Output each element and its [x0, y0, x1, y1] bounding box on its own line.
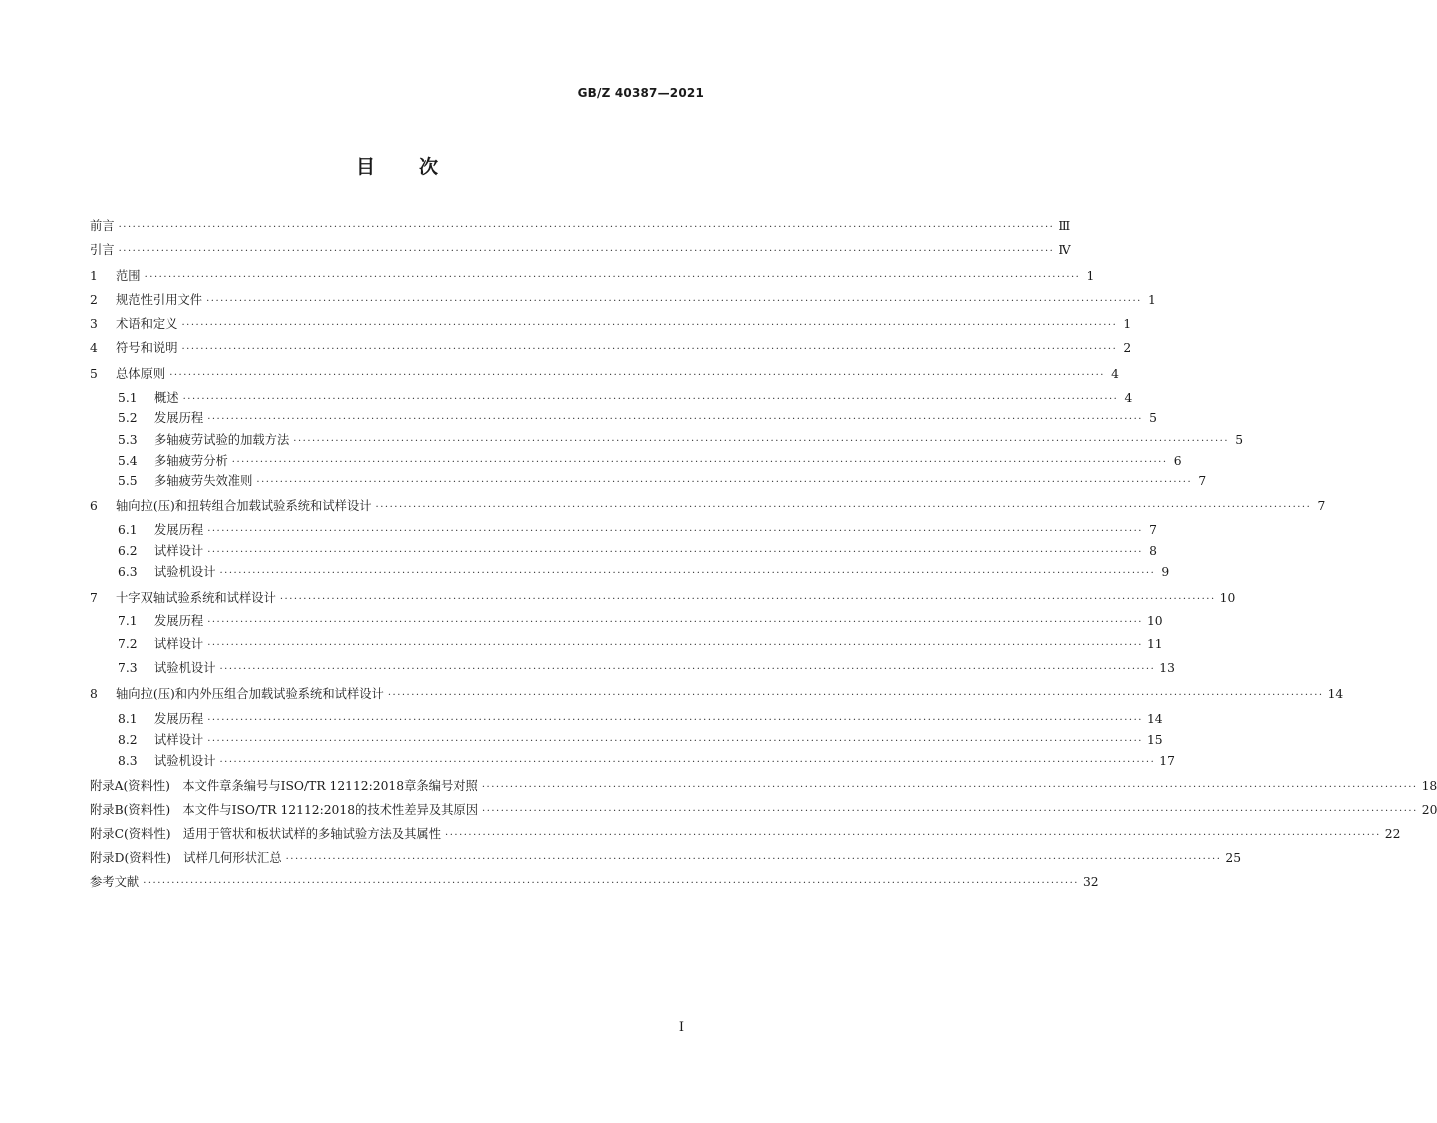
toc-entry-page: 4 [1124, 391, 1133, 405]
toc-entry-page: 1 [1086, 269, 1095, 283]
toc-subentry[interactable] [118, 634, 1163, 654]
toc-entry-label: 引言 [90, 243, 115, 257]
toc-entry-number: 2 [90, 293, 98, 307]
toc-entry-label: 符号和说明 [116, 341, 178, 355]
toc-leader-dots: ········································································································································································································ [143, 878, 1079, 889]
toc-leader-dots: ········································································································································································································ [181, 344, 1118, 355]
toc-leader-dots: ········································································································································································································ [207, 414, 1143, 425]
toc-entry-label: 发展历程 [154, 712, 204, 726]
toc-leader-dots: ········································································································································································································ [219, 757, 1156, 768]
toc-entry-number: 5.3 [118, 433, 138, 447]
toc-entry[interactable] [90, 364, 1119, 384]
toc-entry-number: 8.2 [118, 733, 138, 747]
toc-entry[interactable] [90, 496, 1326, 516]
toc-entry-number: 8.1 [118, 712, 138, 726]
toc-entry-page: 10 [1146, 614, 1163, 628]
toc-leader-dots: ········································································································································································································ [118, 222, 1055, 233]
toc-entry-number: 7 [90, 591, 98, 605]
toc-leader-dots: ········································································································································································································ [293, 436, 1230, 447]
toc-entry-label: 附录A(资料性) 本文件章条编号与ISO/TR 12112:2018章条编号对照 [90, 779, 478, 793]
toc-entry-page: 25 [1225, 851, 1242, 865]
toc-entry-label: 试样设计 [154, 733, 204, 747]
toc-entry-label: 试样设计 [154, 544, 204, 558]
toc-leader-dots: ········································································································································································································ [481, 782, 1418, 793]
toc-entry-page: 14 [1327, 687, 1344, 701]
toc-subentry[interactable] [118, 541, 1157, 561]
toc-entry[interactable] [90, 588, 1236, 608]
toc-leader-dots: ········································································································································································································ [207, 715, 1143, 726]
toc-subentry[interactable] [118, 471, 1207, 491]
toc-leader-dots: ········································································································································································································ [387, 690, 1324, 701]
toc-entry-label: 参考文献 [90, 875, 140, 889]
toc-entry[interactable] [90, 266, 1095, 286]
toc-leader-dots: ········································································································································································································ [169, 370, 1105, 381]
toc-entry-label: 术语和定义 [116, 317, 178, 331]
toc-leader-dots: ········································································································································································································ [144, 272, 1081, 283]
toc-entry-label: 发展历程 [154, 614, 204, 628]
toc-subentry[interactable] [118, 611, 1163, 631]
toc-leader-dots: ········································································································································································································ [181, 320, 1118, 331]
toc-entry-page: Ⅲ [1058, 219, 1071, 233]
toc-entry-page: 7 [1149, 523, 1157, 537]
toc-entry-label: 范围 [116, 269, 141, 283]
toc-entry-label: 概述 [154, 391, 179, 405]
toc-entry-label: 十字双轴试验系统和试样设计 [116, 591, 276, 605]
toc-entry-number: 6.3 [118, 565, 138, 579]
toc-entry-label: 发展历程 [154, 411, 204, 425]
toc-entry-page: 7 [1317, 499, 1326, 513]
toc-entry-page: 1 [1148, 293, 1156, 307]
toc-entry-page: 17 [1159, 754, 1175, 768]
toc-entry-label: 附录B(资料性) 本文件与ISO/TR 12112:2018的技术性差异及其原因 [90, 803, 479, 817]
toc-leader-dots: ········································································································································································································ [182, 394, 1119, 405]
toc-entry-number: 6 [90, 499, 98, 513]
toc-entry-number: 1 [90, 269, 98, 283]
toc-leader-dots: ········································································································································································································ [285, 854, 1222, 865]
toc-subentry[interactable] [118, 658, 1175, 678]
toc-entry[interactable] [90, 216, 1071, 236]
toc-entry-label: 试验机设计 [154, 565, 216, 579]
toc-entry-number: 7.1 [118, 614, 138, 628]
toc-entry-number: 5 [90, 367, 98, 381]
toc-leader-dots: ········································································································································································································ [207, 547, 1143, 558]
toc-entry-label: 试验机设计 [154, 754, 216, 768]
toc-leader-dots: ········································································································································································································ [256, 477, 1193, 488]
toc-leader-dots: ········································································································································································································ [279, 594, 1216, 605]
toc-entry-page: 7 [1198, 474, 1207, 488]
toc-leader-dots: ········································································································································································································ [206, 296, 1142, 307]
standard-code: GB/Z 40387—2021 [577, 86, 704, 100]
toc-subentry[interactable] [118, 709, 1163, 729]
toc-entry-number: 5.2 [118, 411, 138, 425]
toc-entry-number: 6.2 [118, 544, 138, 558]
toc-subentry[interactable] [118, 751, 1175, 771]
toc-entry-number: 4 [90, 341, 98, 355]
toc-leader-dots: ········································································································································································································ [482, 806, 1418, 817]
toc-entry-number: 7.3 [118, 661, 138, 675]
toc-entry[interactable] [90, 290, 1156, 310]
toc-entry[interactable] [90, 338, 1132, 358]
toc-entry[interactable] [90, 240, 1071, 260]
toc-entry-page: Ⅳ [1058, 243, 1071, 257]
toc-entry-number: 8.3 [118, 754, 138, 768]
page-number: I [678, 1020, 684, 1035]
toc-entry-page: 18 [1421, 779, 1437, 793]
toc-entry-page: 9 [1161, 565, 1170, 579]
toc-entry-number: 5.5 [118, 474, 138, 488]
toc-entry-page: 14 [1146, 712, 1163, 726]
toc-entry-number: 5.4 [118, 454, 138, 468]
toc-entry-label: 多轴疲劳试验的加载方法 [154, 433, 290, 447]
toc-entry-label: 多轴疲劳失效准则 [154, 474, 253, 488]
toc-title-char-1: 目 [355, 156, 375, 178]
toc-entry-label: 多轴疲劳分析 [154, 454, 228, 468]
toc-entry-label: 规范性引用文件 [116, 293, 203, 307]
toc-entry-page: 1 [1123, 317, 1132, 331]
toc-leader-dots: ········································································································································································································ [375, 502, 1312, 513]
toc-entry-page: 4 [1111, 367, 1119, 381]
toc-entry-label: 附录D(资料性) 试样几何形状汇总 [90, 851, 282, 865]
toc-subentry[interactable] [118, 730, 1163, 750]
toc-subentry[interactable] [118, 430, 1244, 450]
toc-entry-page: 10 [1219, 591, 1236, 605]
toc-entry-label: 发展历程 [154, 523, 204, 537]
toc-title-char-2: 次 [419, 156, 439, 178]
toc-leader-dots: ········································································································································································································ [207, 617, 1143, 628]
toc-entry-page: 32 [1082, 875, 1099, 889]
toc-entry[interactable] [90, 848, 1242, 868]
toc-entry-label: 轴向拉(压)和内外压组合加载试验系统和试样设计 [116, 687, 384, 701]
toc-entry[interactable] [90, 872, 1099, 892]
toc-entry-number: 7.2 [118, 637, 138, 651]
toc-entry[interactable] [90, 776, 1437, 796]
toc-entry-number: 6.1 [118, 523, 138, 537]
toc-entry-page: 13 [1159, 661, 1175, 675]
toc-entry-label: 前言 [90, 219, 115, 233]
toc-entry[interactable] [90, 314, 1132, 334]
toc-entry-page: 2 [1123, 341, 1132, 355]
toc-entry-page: 15 [1146, 733, 1163, 747]
toc-entry-page: 8 [1149, 544, 1157, 558]
toc-entry-number: 3 [90, 317, 98, 331]
toc-entry-page: 6 [1173, 454, 1182, 468]
toc-entry-page: 20 [1421, 803, 1437, 817]
toc-entry-number: 5.1 [118, 391, 138, 405]
toc-leader-dots: ········································································································································································································ [219, 664, 1156, 675]
toc-entry[interactable] [90, 824, 1401, 844]
toc-entry-number: 8 [90, 687, 98, 701]
toc-entry-label: 试验机设计 [154, 661, 216, 675]
toc-title [0, 152, 794, 179]
toc-entry-page: 11 [1146, 637, 1163, 651]
toc-leader-dots: ········································································································································································································ [207, 640, 1143, 651]
toc-entry-label: 轴向拉(压)和扭转组合加载试验系统和试样设计 [116, 499, 372, 513]
toc-leader-dots: ········································································································································································································ [219, 568, 1156, 579]
toc-entry-label: 试样设计 [154, 637, 204, 651]
toc-subentry[interactable] [118, 520, 1157, 540]
toc-leader-dots: ········································································································································································································ [118, 246, 1055, 257]
toc-entry-page: 5 [1235, 433, 1244, 447]
toc-entry[interactable] [90, 800, 1437, 820]
toc-entry-page: 22 [1384, 827, 1401, 841]
toc-leader-dots: ········································································································································································································ [231, 457, 1168, 468]
toc-subentry[interactable] [118, 562, 1170, 582]
toc-leader-dots: ········································································································································································································ [207, 526, 1143, 537]
toc-entry-label: 总体原则 [116, 367, 166, 381]
toc-entry-page: 5 [1149, 411, 1157, 425]
toc-subentry[interactable] [118, 388, 1133, 408]
toc-leader-dots: ········································································································································································································ [207, 736, 1143, 747]
toc-entry[interactable] [90, 684, 1344, 704]
toc-subentry[interactable] [118, 408, 1157, 428]
toc-subentry[interactable] [118, 451, 1182, 471]
toc-leader-dots: ········································································································································································································ [445, 830, 1381, 841]
toc-entry-label: 附录C(资料性) 适用于管状和板状试样的多轴试验方法及其属性 [90, 827, 442, 841]
